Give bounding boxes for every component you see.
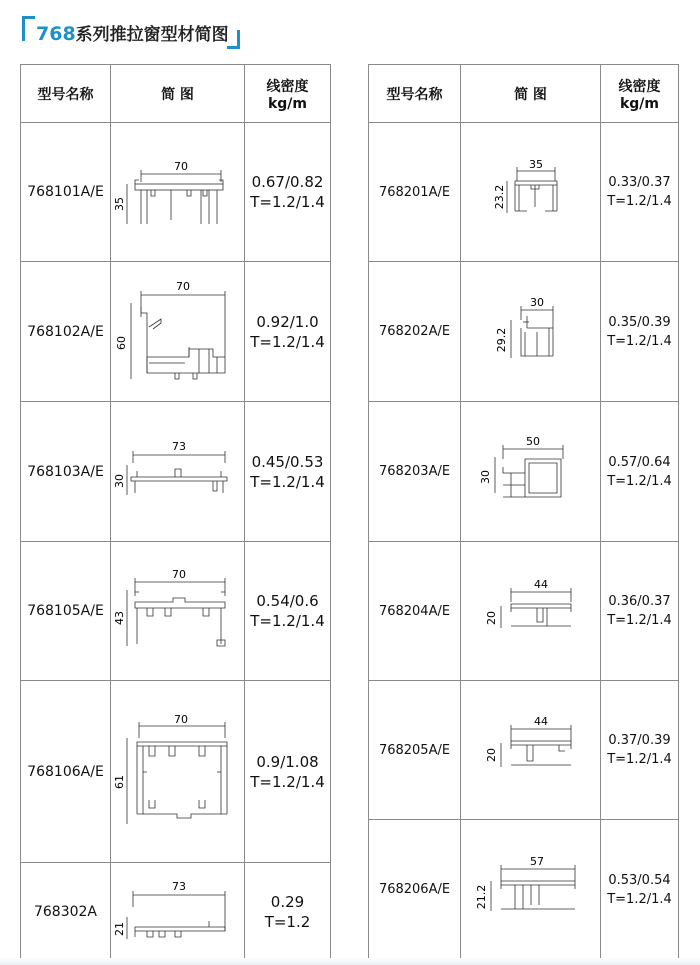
page-title <box>22 16 242 48</box>
dim-width: 70 <box>175 279 190 293</box>
dim-height: 30 <box>478 469 492 484</box>
model-name: 768105A/E <box>21 542 111 681</box>
profile-drawing-768103 <box>113 437 243 507</box>
dim-height: 30 <box>112 473 126 488</box>
density-cell <box>601 262 679 402</box>
profile-diagram <box>461 402 601 542</box>
density-cell <box>601 681 679 820</box>
profile-drawing-768102 <box>113 277 243 387</box>
model-name: 768103A/E <box>21 402 111 542</box>
profile-drawing-768302 <box>113 877 243 947</box>
header-diagram: 简 图 <box>461 65 601 123</box>
dim-height: 20 <box>484 748 498 762</box>
header-model: 型号名称 <box>369 65 461 123</box>
profile-diagram <box>111 402 245 542</box>
dim-width: 70 <box>171 568 186 581</box>
density-value: 0.92/1.0 <box>256 312 319 331</box>
thickness-value: T=1.2/1.4 <box>250 772 325 791</box>
profile-table-left <box>20 64 331 961</box>
table-row <box>369 542 679 681</box>
title-text: 系列推拉窗型材简图 <box>75 25 229 45</box>
title-series: 768 <box>36 23 76 45</box>
header-density: 线密度 kg/m <box>245 65 331 123</box>
dim-height: 43 <box>112 611 126 625</box>
dim-height: 61 <box>112 774 126 789</box>
table-row <box>369 123 679 262</box>
dim-width: 70 <box>173 712 188 726</box>
table-header-row <box>21 65 331 123</box>
dim-width: 73 <box>171 879 186 893</box>
profile-drawing-768205 <box>471 715 591 785</box>
density-value: 0.67/0.82 <box>251 173 324 191</box>
profile-diagram <box>111 262 245 402</box>
density-cell <box>245 262 331 402</box>
thickness-value: T=1.2/1.4 <box>250 472 325 491</box>
dim-height: 60 <box>114 335 128 350</box>
density-value: 0.35/0.39 <box>608 314 671 330</box>
dim-width: 70 <box>173 160 188 173</box>
model-name: 768302A <box>21 863 111 961</box>
profile-drawing-768201 <box>471 157 591 227</box>
header-model: 型号名称 <box>21 65 111 123</box>
model-name: 768102A/E <box>21 262 111 402</box>
density-cell <box>601 820 679 960</box>
thickness-value: T=1.2/1.4 <box>250 612 325 630</box>
thickness-value: T=1.2/1.4 <box>250 193 325 211</box>
dim-height: 21.2 <box>474 884 488 909</box>
dim-height: 35 <box>112 197 126 211</box>
table-row <box>21 542 331 681</box>
density-cell <box>245 681 331 863</box>
dim-width: 73 <box>171 439 186 453</box>
dim-width: 44 <box>533 578 548 591</box>
table-row <box>369 681 679 820</box>
profile-drawing-768105 <box>113 566 243 656</box>
thickness-value: T=1.2/1.4 <box>607 473 672 489</box>
profile-table-right <box>368 64 679 960</box>
profile-diagram <box>111 681 245 863</box>
profile-diagram <box>461 542 601 681</box>
dim-height: 20 <box>484 611 498 625</box>
density-cell <box>245 863 331 961</box>
thickness-value: T=1.2/1.4 <box>607 752 672 767</box>
model-name: 768106A/E <box>21 681 111 863</box>
dim-width: 50 <box>525 436 540 448</box>
density-value: 0.54/0.6 <box>256 592 319 610</box>
profile-diagram <box>461 820 601 960</box>
density-value: 0.29 <box>270 892 305 911</box>
density-value: 0.36/0.37 <box>608 594 671 609</box>
profile-diagram <box>111 863 245 961</box>
table-row <box>369 402 679 542</box>
profile-diagram <box>461 681 601 820</box>
profile-drawing-768202 <box>471 294 591 370</box>
thickness-value: T=1.2/1.4 <box>607 613 672 628</box>
profile-drawing-768206 <box>471 855 591 925</box>
dim-width: 35 <box>528 158 543 171</box>
profile-drawing-768101 <box>113 152 243 232</box>
profile-drawing-768204 <box>471 576 591 646</box>
profile-drawing-768106 <box>113 712 243 832</box>
density-value: 0.37/0.39 <box>608 733 671 748</box>
model-name: 768201A/E <box>369 123 461 262</box>
header-diagram: 简 图 <box>111 65 245 123</box>
density-value: 0.53/0.54 <box>608 872 671 888</box>
density-cell <box>601 123 679 262</box>
profile-drawing-768203 <box>471 437 591 507</box>
table-row <box>369 820 679 960</box>
model-name: 768203A/E <box>369 402 461 542</box>
model-name: 768101A/E <box>21 123 111 262</box>
density-cell <box>245 542 331 681</box>
dim-height: 21 <box>112 921 126 936</box>
profile-diagram <box>111 123 245 262</box>
thickness-value: T=1.2/1.4 <box>607 194 672 209</box>
table-row <box>21 123 331 262</box>
model-name: 768202A/E <box>369 262 461 402</box>
profile-diagram <box>111 542 245 681</box>
thickness-value: T=1.2/1.4 <box>250 332 325 351</box>
table-header-row <box>369 65 679 123</box>
density-value: 0.45/0.53 <box>251 452 324 471</box>
dim-height: 23.2 <box>492 184 506 210</box>
table-row <box>21 402 331 542</box>
page-bottom-edge <box>0 958 700 965</box>
profile-diagram <box>461 262 601 402</box>
model-name: 768206A/E <box>369 820 461 960</box>
profile-diagram <box>461 123 601 262</box>
thickness-value: T=1.2/1.4 <box>607 891 672 907</box>
density-value: 0.9/1.08 <box>256 752 319 771</box>
table-row <box>21 262 331 402</box>
density-cell <box>245 402 331 542</box>
table-row <box>21 863 331 961</box>
thickness-value: T=1.2 <box>264 912 311 931</box>
title-bracket-right <box>227 30 240 49</box>
density-cell <box>601 542 679 681</box>
model-name: 768205A/E <box>369 681 461 820</box>
table-row <box>369 262 679 402</box>
model-name: 768204A/E <box>369 542 461 681</box>
title-bracket-left <box>22 16 35 41</box>
dim-width: 44 <box>533 715 548 728</box>
table-row <box>21 681 331 863</box>
header-density: 线密度 kg/m <box>601 65 679 123</box>
thickness-value: T=1.2/1.4 <box>607 333 672 349</box>
dim-width: 57 <box>529 854 544 868</box>
density-cell <box>601 402 679 542</box>
density-cell <box>245 123 331 262</box>
density-value: 0.57/0.64 <box>608 454 671 470</box>
dim-height: 29.2 <box>494 327 508 352</box>
dim-width: 30 <box>529 295 544 309</box>
density-value: 0.33/0.37 <box>608 175 671 190</box>
